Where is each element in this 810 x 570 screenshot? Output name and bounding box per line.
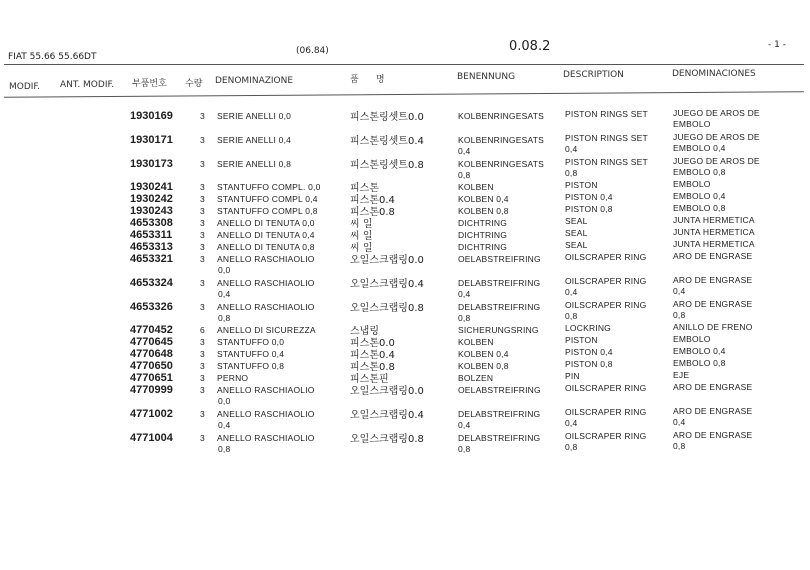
- description: PISTON RINGS SET: [565, 157, 648, 167]
- page-number: - 1 -: [768, 40, 786, 50]
- denominazione-line-2: 0,0: [218, 396, 231, 406]
- quantity: 3: [200, 433, 205, 443]
- part-number: 1930241: [130, 181, 173, 193]
- part-number: 4770999: [130, 384, 173, 396]
- part-number: 4653324: [130, 277, 173, 289]
- denominazione: ANELLO RASCHIAOLIO: [217, 433, 315, 443]
- denominazione: ANELLO DI TENUTA 0,4: [217, 230, 315, 240]
- col-denominazione: DENOMINAZIONE: [215, 76, 294, 86]
- denominazione: STANTUFFO 0,8: [217, 361, 285, 371]
- korean-name: 피스톤0.8: [350, 207, 395, 218]
- denominaciones-line-2: EMBOLO: [673, 119, 711, 129]
- description: PISTON 0,8: [565, 359, 613, 369]
- korean-name: 피스톤링셋트0.4: [350, 136, 424, 147]
- description: OILSCRAPER RING: [565, 252, 647, 262]
- benennung: KOLBEN 0,8: [458, 361, 509, 371]
- part-number: 4770648: [130, 348, 173, 360]
- denominaciones: EJE: [673, 370, 690, 380]
- denominazione: ANELLO RASCHIAOLIO: [217, 385, 315, 395]
- part-number: 4770452: [130, 324, 173, 336]
- denominazione: ANELLO RASCHIAOLIO: [217, 254, 315, 264]
- quantity: 3: [200, 242, 205, 252]
- quantity: 3: [200, 385, 205, 395]
- denominazione: ANELLO DI TENUTA 0,8: [217, 242, 315, 252]
- benennung: SICHERUNGSRING: [458, 325, 539, 335]
- korean-name: 씨 일: [350, 243, 373, 254]
- denominaciones-line-2: 0,4: [673, 417, 686, 427]
- part-number: 4770651: [130, 372, 173, 384]
- part-number: 1930171: [130, 134, 173, 146]
- denominaciones-line-2: EMBOLO 0,8: [673, 167, 726, 177]
- korean-name: 스냅링: [350, 326, 379, 337]
- korean-name: 오일스크랩링0.0: [350, 255, 424, 266]
- col-ant-modif: ANT. MODIF.: [60, 80, 115, 90]
- col-part-number: 부품번호: [132, 79, 167, 89]
- description: OILSCRAPER RING: [565, 300, 647, 310]
- header-rule-bottom: [4, 91, 804, 98]
- col-modif: MODIF.: [9, 82, 41, 92]
- denominazione: ANELLO RASCHIAOLIO: [217, 302, 315, 312]
- description: OILSCRAPER RING: [565, 276, 647, 286]
- description: PISTON: [565, 335, 598, 345]
- korean-name: 오일스크랩링0.0: [350, 386, 424, 397]
- benennung: OELABSTREIFRING: [458, 385, 541, 395]
- description: SEAL: [565, 240, 588, 250]
- denominazione: STANTUFFO COMPL 0,4: [217, 194, 318, 204]
- quantity: 3: [200, 206, 205, 216]
- benennung-line-2: 0,4: [458, 420, 471, 430]
- quantity: 3: [200, 218, 205, 228]
- part-number: 4653321: [130, 253, 173, 265]
- denominaciones: ARO DE ENGRASE: [673, 299, 753, 309]
- korean-name: 피스톤0.8: [350, 362, 395, 373]
- benennung: KOLBEN 0,4: [458, 349, 509, 359]
- quantity: 3: [200, 302, 205, 312]
- denominazione: ANELLO DI TENUTA 0,0: [217, 218, 315, 228]
- benennung: DELABSTREIFRING: [458, 433, 541, 443]
- korean-name: 오일스크랩링0.4: [350, 410, 424, 421]
- part-number: 4771002: [130, 408, 173, 420]
- description: LOCKRING: [565, 323, 611, 333]
- quantity: 3: [200, 349, 205, 359]
- korean-name: 피스톤핀: [350, 374, 389, 385]
- quantity: 3: [200, 135, 205, 145]
- quantity: 3: [200, 182, 205, 192]
- quantity: 3: [200, 254, 205, 264]
- denominazione: STANTUFFO COMPL. 0,0: [217, 182, 321, 192]
- denominazione: SERIE ANELLI 0,8: [217, 159, 292, 169]
- col-korean-name: 품 명: [350, 75, 385, 85]
- description: PISTON: [565, 180, 598, 190]
- korean-name: 씨 일: [350, 231, 373, 242]
- denominaciones: ARO DE ENGRASE: [673, 251, 753, 261]
- part-number: 4770650: [130, 360, 173, 372]
- description-line-2: 0,8: [565, 311, 578, 321]
- denominaciones: ARO DE ENGRASE: [673, 406, 753, 416]
- model-label: FIAT 55.66 55.66DT: [8, 52, 97, 62]
- benennung: KOLBEN: [458, 337, 494, 347]
- part-number: 4771004: [130, 432, 173, 444]
- denominazione-line-2: 0,4: [218, 420, 231, 430]
- part-number: 1930243: [130, 205, 173, 217]
- benennung-line-2: 0,8: [458, 170, 471, 180]
- benennung-line-2: 0,8: [458, 444, 471, 454]
- denominaciones: EMBOLO 0,8: [673, 358, 726, 368]
- denominaciones: EMBOLO 0,4: [673, 346, 726, 356]
- part-number: 4653311: [130, 229, 173, 241]
- description: OILSCRAPER RING: [565, 407, 647, 417]
- benennung: DELABSTREIFRING: [458, 409, 541, 419]
- description-line-2: 0,8: [565, 442, 578, 452]
- denominazione: STANTUFFO 0,4: [217, 349, 285, 359]
- benennung: KOLBEN 0,8: [458, 206, 509, 216]
- quantity: 3: [200, 230, 205, 240]
- denominaciones: JUNTA HERMETICA: [673, 239, 755, 249]
- col-description: DESCRIPTION: [563, 70, 624, 80]
- korean-name: 피스톤0.4: [350, 195, 395, 206]
- part-number: 4770645: [130, 336, 173, 348]
- denominazione: ANELLO RASCHIAOLIO: [217, 409, 315, 419]
- description: PISTON 0,4: [565, 347, 613, 357]
- print-date: (06.84): [296, 46, 329, 56]
- description: OILSCRAPER RING: [565, 383, 647, 393]
- korean-name: 오일스크랩링0.8: [350, 434, 424, 445]
- benennung: DICHTRING: [458, 230, 508, 240]
- denominazione: SERIE ANELLI 0,4: [217, 135, 292, 145]
- denominaciones: EMBOLO: [673, 334, 711, 344]
- col-benennung: BENENNUNG: [457, 72, 516, 82]
- denominazione-line-2: 0,8: [218, 313, 231, 323]
- description: SEAL: [565, 228, 588, 238]
- benennung-line-2: 0,4: [458, 146, 471, 156]
- part-number: 4653313: [130, 241, 173, 253]
- benennung: DELABSTREIFRING: [458, 278, 541, 288]
- part-number: 1930173: [130, 158, 173, 170]
- denominaciones-line-2: 0,4: [673, 286, 686, 296]
- korean-name: 피스톤링셋트0.0: [350, 112, 424, 123]
- denominazione: ANELLO RASCHIAOLIO: [217, 278, 315, 288]
- benennung-line-2: 0,8: [458, 313, 471, 323]
- part-number: 1930169: [130, 110, 173, 122]
- part-number: 4653308: [130, 217, 173, 229]
- denominazione-line-2: 0,4: [218, 289, 231, 299]
- korean-name: 피스톤0.0: [350, 338, 395, 349]
- denominazione-line-2: 0,0: [218, 265, 231, 275]
- section-number: 0.08.2: [509, 39, 551, 54]
- korean-name: 씨 일: [350, 219, 373, 230]
- description: PISTON RINGS SET: [565, 109, 648, 119]
- benennung: KOLBENRINGESATS: [458, 111, 544, 121]
- korean-name: 피스톤0.4: [350, 350, 395, 361]
- denominaciones: EMBOLO 0,8: [673, 203, 726, 213]
- description-line-2: 0,4: [565, 418, 578, 428]
- denominaciones: JUEGO DE AROS DE: [673, 132, 760, 142]
- benennung: KOLBENRINGESATS: [458, 159, 544, 169]
- denominazione: PERNO: [217, 373, 249, 383]
- description: PISTON 0,8: [565, 204, 613, 214]
- korean-name: 피스톤: [350, 183, 379, 194]
- description: SEAL: [565, 216, 588, 226]
- denominaciones: EMBOLO 0,4: [673, 191, 726, 201]
- korean-name: 피스톤링셋트0.8: [350, 160, 424, 171]
- benennung: KOLBEN 0,4: [458, 194, 509, 204]
- quantity: 3: [200, 361, 205, 371]
- korean-name: 오일스크랩링0.4: [350, 279, 424, 290]
- col-denominaciones: DENOMINACIONES: [672, 69, 756, 79]
- benennung: BOLZEN: [458, 373, 494, 383]
- quantity: 3: [200, 111, 205, 121]
- benennung: DICHTRING: [458, 218, 508, 228]
- denominazione: STANTUFFO COMPL 0,8: [217, 206, 318, 216]
- quantity: 3: [200, 373, 205, 383]
- description-line-2: 0,8: [565, 168, 578, 178]
- quantity: 3: [200, 409, 205, 419]
- denominaciones: ARO DE ENGRASE: [673, 382, 753, 392]
- denominaciones: ANILLO DE FRENO: [673, 322, 753, 332]
- denominaciones: ARO DE ENGRASE: [673, 275, 753, 285]
- denominaciones: JUNTA HERMETICA: [673, 215, 755, 225]
- benennung-line-2: 0,4: [458, 289, 471, 299]
- description: PISTON 0,4: [565, 192, 613, 202]
- benennung: OELABSTREIFRING: [458, 254, 541, 264]
- quantity: 3: [200, 278, 205, 288]
- benennung: KOLBENRINGESATS: [458, 135, 544, 145]
- denominaciones: JUNTA HERMETICA: [673, 227, 755, 237]
- denominaciones-line-2: EMBOLO 0,4: [673, 143, 726, 153]
- denominaciones-line-2: 0,8: [673, 441, 686, 451]
- quantity: 6: [200, 325, 205, 335]
- description: OILSCRAPER RING: [565, 431, 647, 441]
- denominaciones: JUEGO DE AROS DE: [673, 108, 760, 118]
- korean-name: 오일스크랩링0.8: [350, 303, 424, 314]
- denominaciones: JUEGO DE AROS DE: [673, 156, 760, 166]
- denominaciones-line-2: 0,8: [673, 310, 686, 320]
- denominazione: STANTUFFO 0,0: [217, 337, 285, 347]
- part-number: 1930242: [130, 193, 173, 205]
- denominazione-line-2: 0,8: [218, 444, 231, 454]
- denominaciones: EMBOLO: [673, 179, 711, 189]
- quantity: 3: [200, 194, 205, 204]
- denominazione: SERIE ANELLI 0,0: [217, 111, 292, 121]
- denominaciones: ARO DE ENGRASE: [673, 430, 753, 440]
- col-quantity: 수량: [185, 79, 203, 89]
- denominazione: ANELLO DI SICUREZZA: [217, 325, 316, 335]
- quantity: 3: [200, 337, 205, 347]
- header-rule-top: [4, 64, 804, 65]
- quantity: 3: [200, 159, 205, 169]
- description-line-2: 0,4: [565, 144, 578, 154]
- benennung: KOLBEN: [458, 182, 494, 192]
- benennung: DELABSTREIFRING: [458, 302, 541, 312]
- description-line-2: 0,4: [565, 287, 578, 297]
- description: PISTON RINGS SET: [565, 133, 648, 143]
- description: PIN: [565, 371, 580, 381]
- part-number: 4653326: [130, 301, 173, 313]
- benennung: DICHTRING: [458, 242, 508, 252]
